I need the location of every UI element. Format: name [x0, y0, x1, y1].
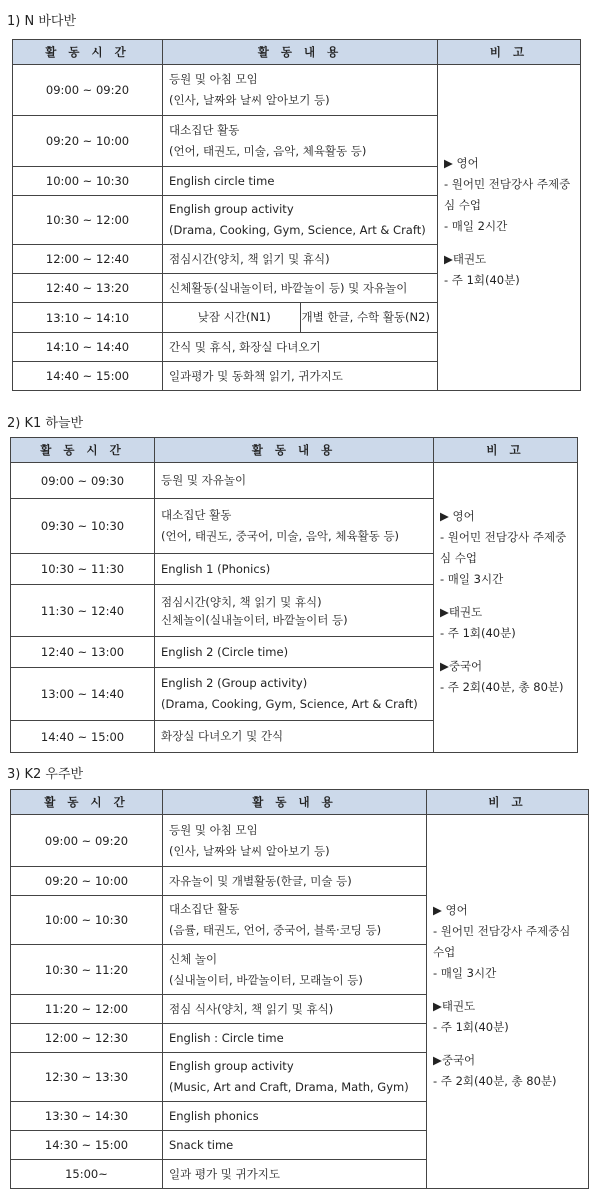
activity-cell-split: [163, 303, 438, 333]
note-line: ▶태권도: [433, 998, 476, 1013]
note-line: ▶ 영어: [444, 155, 479, 170]
activity-cell: [155, 668, 434, 721]
activity-line: (Drama, Cooking, Gym, Science, Art & Craft): [161, 697, 418, 711]
time-cell: 14:10 ~ 14:40: [13, 333, 163, 362]
note-cell: [427, 815, 589, 1189]
activity-line: English group activity: [169, 1059, 294, 1073]
activity-line: 신체놀이(실내놀이터, 바깥놀이터 등): [161, 612, 348, 627]
activity-cell: [163, 1131, 427, 1160]
activity-line: 등원 및 자유놀이: [161, 473, 247, 487]
note-line: - 매일 2시간: [444, 218, 508, 233]
activity-line: English : Circle time: [169, 1030, 284, 1045]
note-line: - 주 1회(40분): [444, 272, 520, 287]
note-group-taekwondo: [433, 996, 582, 1038]
activity-line: 신체활동(실내놀이터, 바깥놀이 등) 및 자유놀이: [169, 280, 408, 295]
header-time: 활 동 시 간: [13, 40, 163, 65]
activity-line: English 2 (Group activity): [161, 676, 308, 690]
activity-line: 일과평가 및 동화책 읽기, 귀가지도: [169, 368, 343, 383]
activity-line: (언어, 태권도, 미술, 음악, 체육활동 등): [169, 144, 367, 158]
table-row: [11, 463, 578, 499]
activity-cell: [155, 554, 434, 585]
activity-line: (인사, 날짜와 날씨 알아보기 등): [169, 93, 330, 107]
table-row: [11, 815, 589, 867]
time-cell: 09:00 ~ 09:20: [13, 65, 163, 116]
time-cell: 09:20 ~ 10:00: [13, 116, 163, 167]
activity-line: 점심시간(양치, 책 읽기 및 휴식): [161, 594, 322, 609]
note-line: - 원어민 전담강사 주제중심 수업: [444, 176, 571, 212]
time-cell: 11:20 ~ 12:00: [11, 995, 163, 1024]
time-cell: 12:30 ~ 13:30: [11, 1053, 163, 1102]
time-cell: 12:00 ~ 12:40: [13, 245, 163, 274]
time-cell: 14:30 ~ 15:00: [11, 1131, 163, 1160]
schedule-table-k1: [10, 437, 578, 753]
activity-line: English 2 (Circle time): [161, 644, 289, 659]
activity-cell: [163, 245, 438, 274]
activity-line: 간식 및 휴식, 화장실 다녀오기: [169, 339, 321, 354]
note-group-english: [433, 900, 582, 984]
note-group-taekwondo: [444, 249, 574, 291]
activity-cell: [155, 637, 434, 668]
time-cell: 14:40 ~ 15:00: [11, 721, 155, 753]
time-cell: 12:00 ~ 12:30: [11, 1024, 163, 1053]
note-group-taekwondo: [440, 602, 571, 644]
activity-cell: [163, 1024, 427, 1053]
activity-line: English group activity: [169, 202, 294, 216]
activity-cell: [163, 167, 438, 196]
note-line: - 원어민 전담강사 주제중심 수업: [433, 923, 571, 959]
activity-line: (언어, 태권도, 중국어, 미술, 음악, 체육활동 등): [161, 529, 400, 543]
note-line: - 주 2회(40분, 총 80분): [440, 679, 564, 694]
time-cell: 10:00 ~ 10:30: [13, 167, 163, 196]
table-row: [13, 65, 581, 116]
activity-cell: [163, 995, 427, 1024]
section-title-k1: 2) K1 하늘반: [7, 416, 84, 431]
note-group-chinese: [433, 1050, 582, 1092]
header-note: 비 고: [434, 438, 578, 463]
activity-cell: [155, 499, 434, 554]
note-line: - 주 2회(40분, 총 80분): [433, 1073, 557, 1088]
time-cell: 13:10 ~ 14:10: [13, 303, 163, 333]
activity-line: (실내놀이터, 바깥놀이터, 모래놀이 등): [169, 972, 363, 987]
activity-line: Snack time: [169, 1137, 234, 1152]
note-line: ▶태권도: [440, 604, 483, 619]
header-activity: 활 동 내 용: [155, 438, 434, 463]
activity-cell: [163, 1053, 427, 1102]
activity-cell: [155, 721, 434, 753]
activity-line: English circle time: [169, 173, 275, 188]
activity-line: 점심시간(양치, 책 읽기 및 휴식): [169, 251, 330, 266]
header-time: 활 동 시 간: [11, 790, 163, 815]
activity-cell: [163, 1160, 427, 1189]
schedule-table-n: [12, 39, 581, 391]
time-cell: 10:00 ~ 10:30: [11, 896, 163, 945]
activity-cell: [163, 65, 438, 116]
activity-line: English 1 (Phonics): [161, 561, 271, 576]
activity-line: English phonics: [169, 1108, 259, 1123]
activity-line: 대소집단 활동: [169, 902, 240, 916]
note-line: ▶중국어: [433, 1052, 476, 1067]
header-activity: 활 동 내 용: [163, 790, 427, 815]
activity-line: 대소집단 활동: [161, 508, 232, 522]
time-cell: 14:40 ~ 15:00: [13, 362, 163, 391]
activity-cell: [163, 274, 438, 303]
activity-line: 대소집단 활동: [169, 123, 240, 137]
activity-cell: [163, 196, 438, 245]
note-line: ▶ 영어: [433, 902, 468, 917]
activity-line: (Music, Art and Craft, Drama, Math, Gym): [169, 1080, 409, 1094]
time-cell: 15:00~: [11, 1160, 163, 1189]
note-group-english: [440, 506, 571, 590]
activity-cell: [163, 815, 427, 867]
activity-cell: [163, 333, 438, 362]
header-time: 활 동 시 간: [11, 438, 155, 463]
time-cell: 09:20 ~ 10:00: [11, 867, 163, 896]
time-cell: 12:40 ~ 13:00: [11, 637, 155, 668]
activity-line: 신체 놀이: [169, 951, 218, 966]
activity-line: (인사, 날짜와 날씨 알아보기 등): [169, 843, 330, 858]
activity-split-nap: 낮잠 시간(N1): [197, 310, 271, 324]
time-cell: 12:40 ~ 13:20: [13, 274, 163, 303]
time-cell: 09:30 ~ 10:30: [11, 499, 155, 554]
time-cell: 10:30 ~ 12:00: [13, 196, 163, 245]
note-group-english: [444, 153, 574, 237]
time-cell: 10:30 ~ 11:30: [11, 554, 155, 585]
activity-split-individual: 개별 한글, 수학 활동(N2): [300, 303, 432, 332]
activity-line: 등원 및 아침 모임: [169, 72, 258, 86]
activity-line: 일과 평가 및 귀가지도: [169, 1166, 280, 1181]
section-title-n: 1) N 바다반: [7, 14, 77, 29]
time-cell: 09:00 ~ 09:20: [11, 815, 163, 867]
time-cell: 13:30 ~ 14:30: [11, 1102, 163, 1131]
activity-line: 점심 식사(양치, 책 읽기 및 휴식): [169, 1001, 334, 1016]
note-group-chinese: [440, 656, 571, 698]
header-note: 비 고: [427, 790, 589, 815]
activity-line: 자유놀이 및 개별활동(한글, 미술 등): [169, 873, 352, 888]
header-note: 비 고: [438, 40, 581, 65]
activity-cell: [155, 585, 434, 637]
activity-cell: [163, 945, 427, 995]
activity-line: (Drama, Cooking, Gym, Science, Art & Craft): [169, 223, 426, 237]
activity-line: (음률, 태권도, 언어, 중국어, 블록·코딩 등): [169, 923, 382, 937]
note-line: - 매일 3시간: [440, 571, 504, 586]
note-line: - 매일 3시간: [433, 965, 497, 980]
activity-line: 화장실 다녀오기 및 간식: [161, 729, 284, 743]
note-line: - 원어민 전담강사 주제중심 수업: [440, 529, 567, 565]
note-line: ▶중국어: [440, 658, 483, 673]
header-activity: 활 동 내 용: [163, 40, 438, 65]
time-cell: 09:00 ~ 09:30: [11, 463, 155, 499]
section-title-k2: 3) K2 우주반: [7, 767, 84, 782]
note-line: - 주 1회(40분): [440, 625, 516, 640]
activity-cell: [163, 116, 438, 167]
activity-line: 등원 및 아침 모임: [169, 822, 258, 837]
note-line: ▶태권도: [444, 251, 487, 266]
activity-cell: [163, 867, 427, 896]
note-line: ▶ 영어: [440, 508, 475, 523]
note-line: - 주 1회(40분): [433, 1019, 509, 1034]
activity-cell: [163, 896, 427, 945]
schedule-table-k2: [10, 789, 589, 1189]
activity-cell: [163, 1102, 427, 1131]
time-cell: 10:30 ~ 11:20: [11, 945, 163, 995]
activity-cell: [163, 362, 438, 391]
note-cell: [438, 65, 581, 391]
activity-cell: [155, 463, 434, 499]
note-cell: [434, 463, 578, 753]
time-cell: 11:30 ~ 12:40: [11, 585, 155, 637]
time-cell: 13:00 ~ 14:40: [11, 668, 155, 721]
